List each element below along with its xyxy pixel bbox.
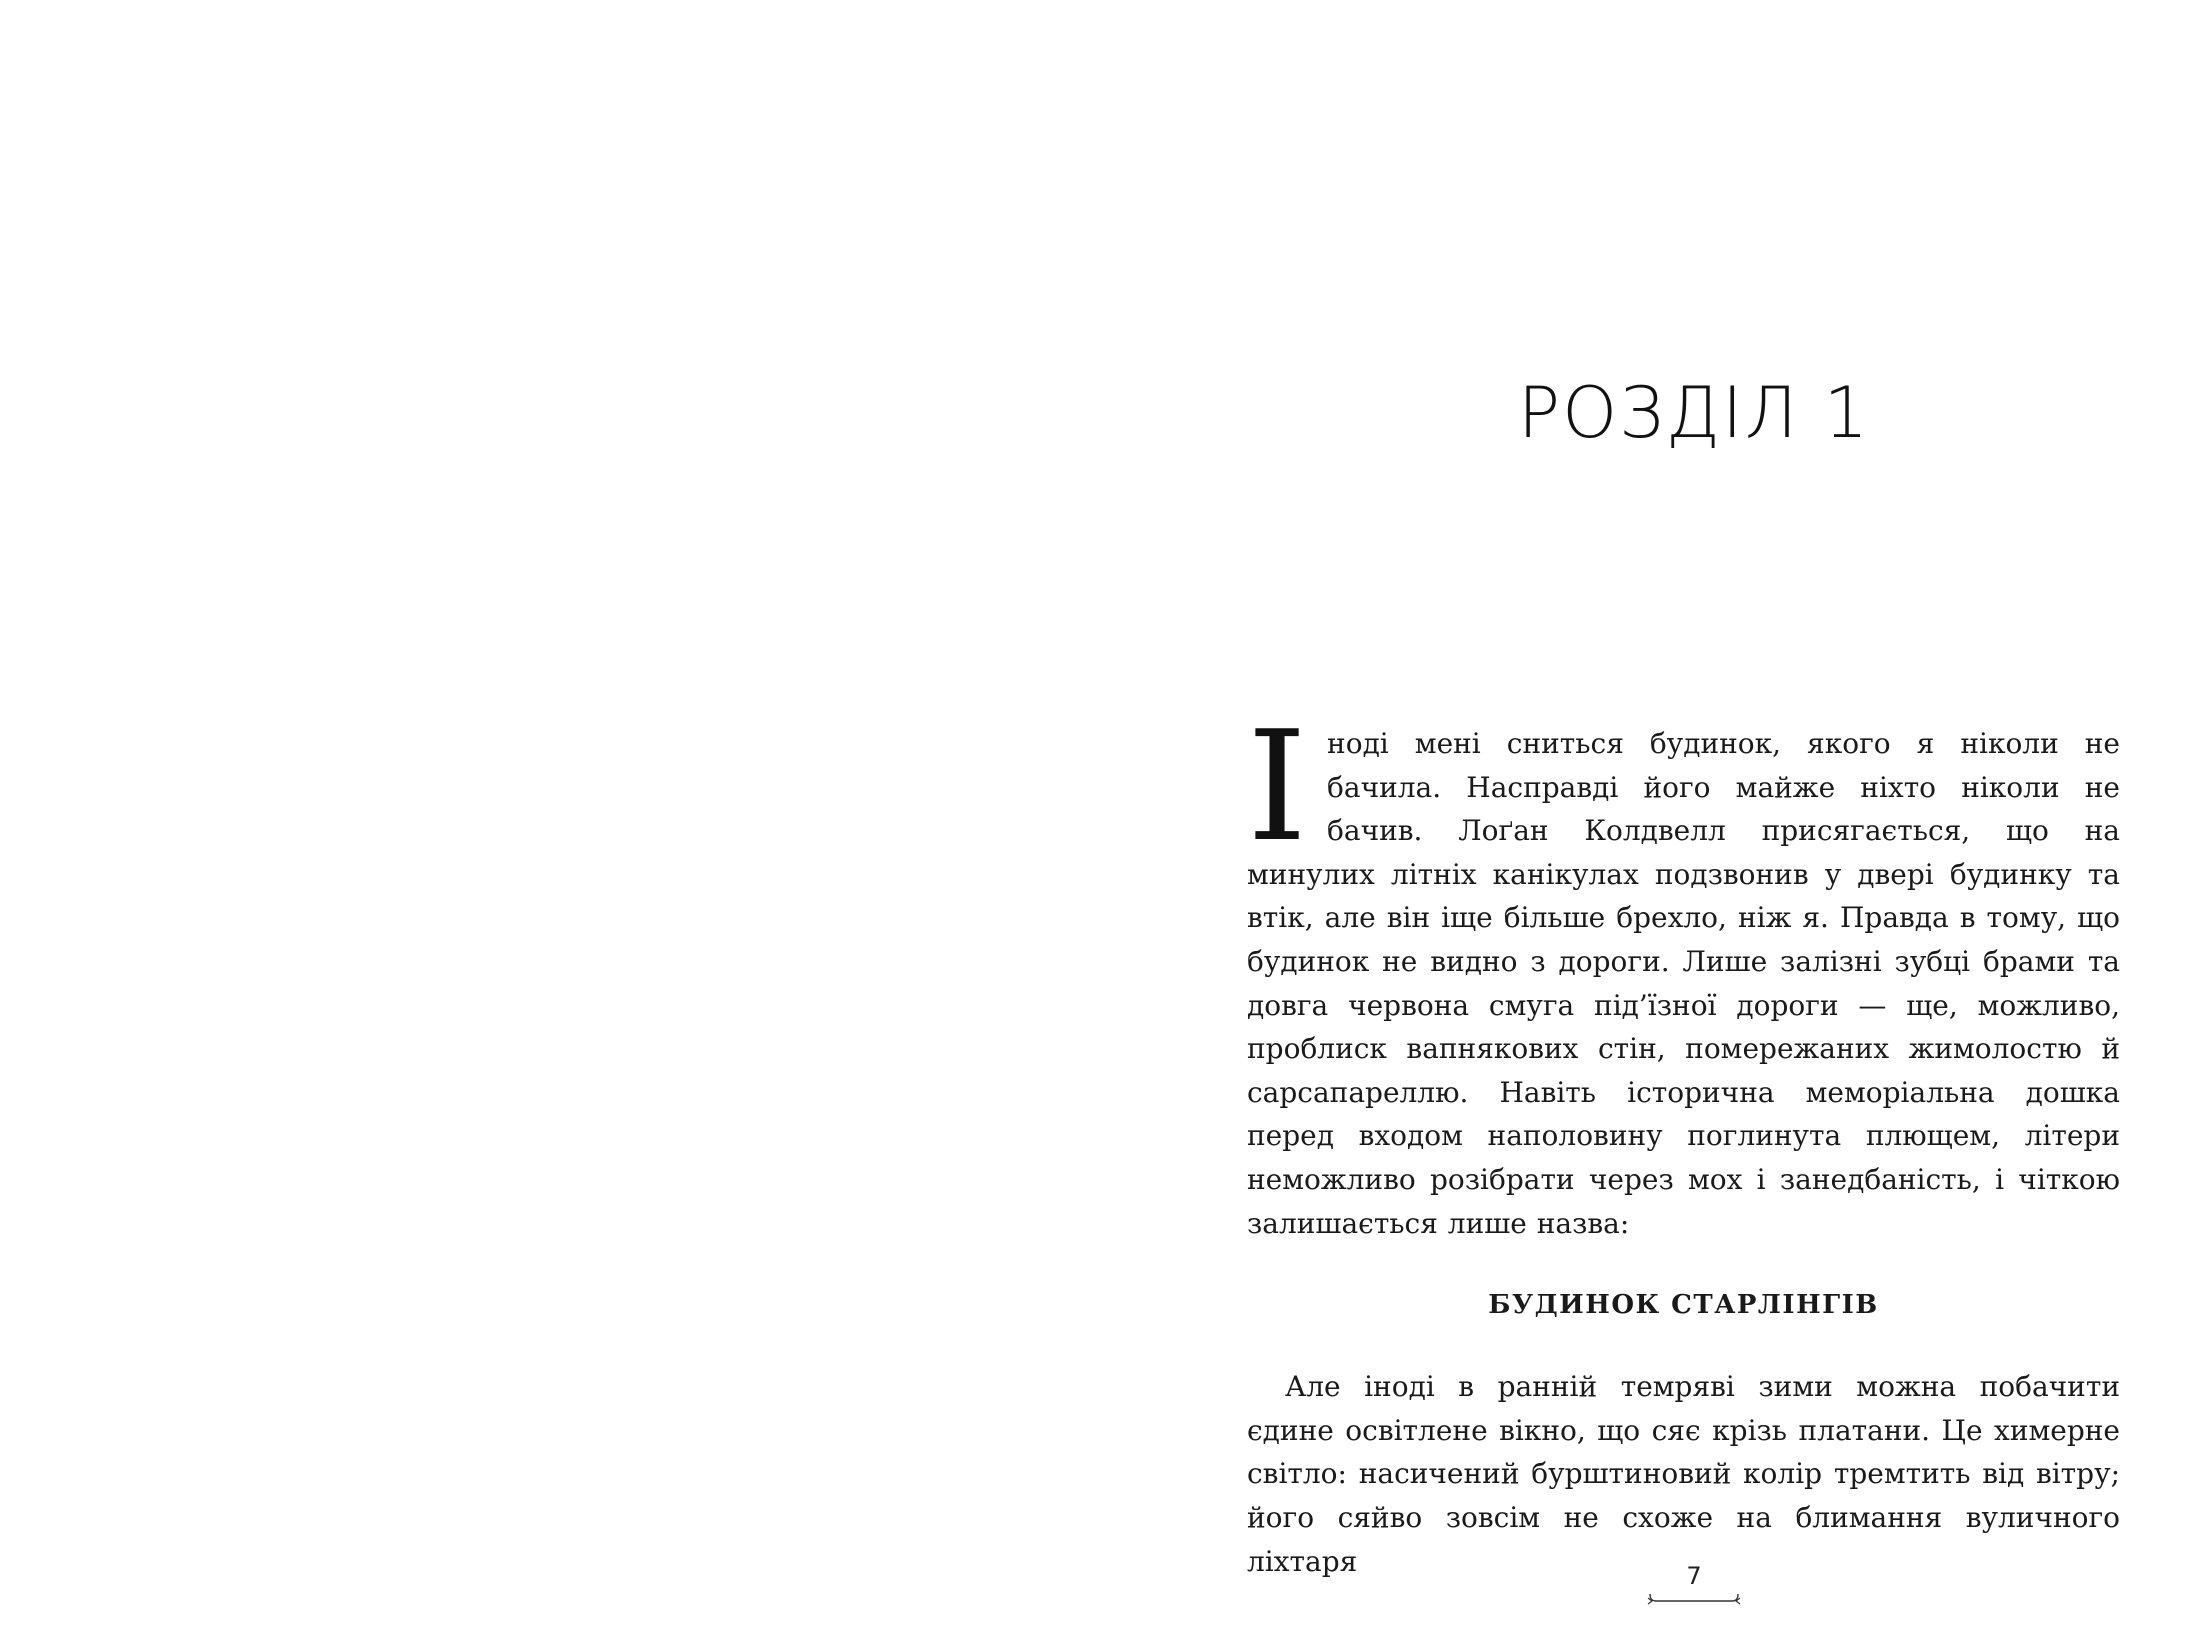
right-page — [1100, 0, 2200, 1650]
house-name-heading: БУДИНОК СТАРЛІНГІВ — [1488, 1290, 1879, 1321]
drop-cap: І — [1247, 698, 1308, 875]
page-folio — [1100, 1562, 2200, 1606]
paragraph-1 — [1247, 698, 2120, 1245]
page-number-ornament-icon — [1646, 1592, 1742, 1606]
chapter-text — [1247, 698, 2120, 1583]
paragraph-2: Але іноді в ранній темряві зими можна побачити єдине освітлене вікно, що сяє крізь платани. Це химерне світло: насичений бурштиновий колір тремтить від вітру; його сяйво зовсім не схоже на блимання вуличного ліхтаря — [1247, 1370, 2120, 1578]
page-number: 7 — [1686, 1562, 1702, 1590]
paragraph-1-text: ноді мені сниться будинок, якого я ніколи не бачила. Насправді його майже ніхто ніколи не бачив. Лоґан Колдвелл присягається, що на минулих літніх канікулах подзвонив у двері будинку та втік, але він іще більше брехло, ніж я. Правда в тому, що будинок не видно з дороги. Лише залізні зубці брами та довга червона смуга під’їзної дороги — ще, можливо, проблиск вапнякових стін, помережаних жимолостю й сарсапареллю. Навіть історична меморіальна дошка перед входом наполовину поглинута плющем, літери неможливо розібрати через мох і занедбаність, і чіткою залишається лише назва: — [1247, 727, 2120, 1240]
chapter-title: РОЗДІЛ 1 — [1517, 372, 1871, 454]
